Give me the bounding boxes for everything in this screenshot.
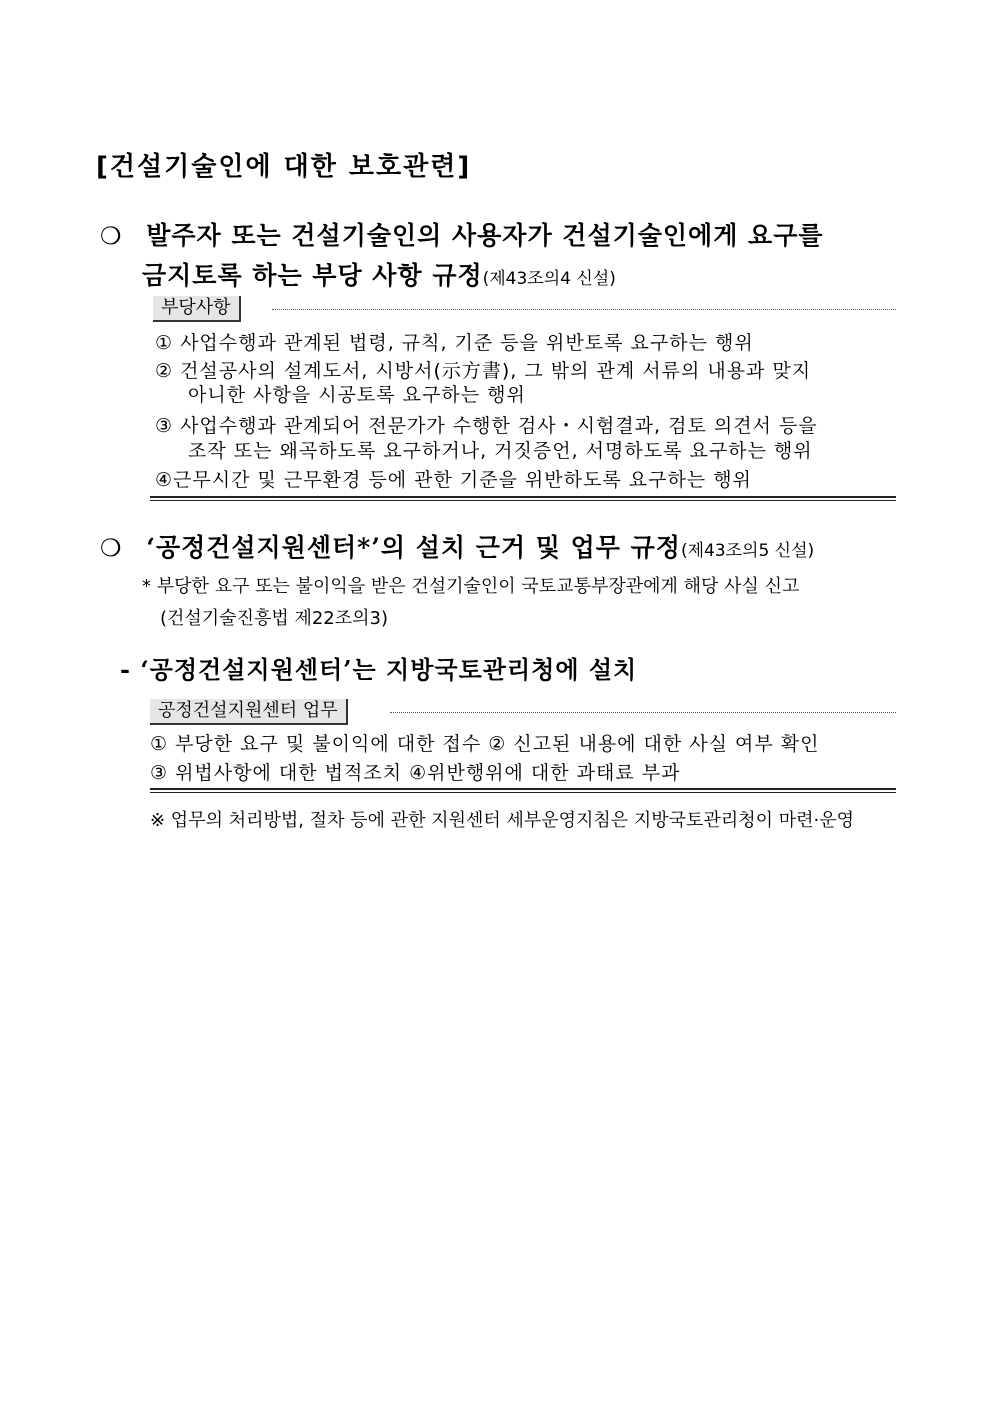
circle-bullet-icon: ❍ <box>100 222 123 250</box>
section1-double-rule <box>150 496 896 501</box>
section2-footnote-2: (건설기술진흥법 제22조의3) <box>160 608 389 629</box>
section2-box-label: 공정건설지원센터 업무 <box>150 699 348 725</box>
section1-heading-line1 <box>100 216 824 252</box>
section1-heading-line2 <box>142 256 616 292</box>
section1-item-3-cont: 조작 또는 왜곡하도록 요구하거나, 거짓증언, 서명하도록 요구하는 행위 <box>188 440 813 462</box>
page-title: [건설기술인에 대한 보호관련] <box>96 152 472 182</box>
section1-item-4: ④근무시간 및 근무환경 등에 관한 기준을 위반하도록 요구하는 행위 <box>155 469 752 491</box>
section1-item-1: ① 사업수행과 관계된 법령, 규칙, 기준 등을 위반토록 요구하는 행위 <box>155 332 754 354</box>
section2-item-1: ① 부당한 요구 및 불이익에 대한 접수 ② 신고된 내용에 대한 사실 여부 확인 <box>150 733 820 755</box>
section1-box-label: 부당사항 <box>153 296 241 322</box>
section2-double-rule <box>150 788 896 793</box>
section2-item-2: ③ 위법사항에 대한 법적조치 ④위반행위에 대한 과태료 부과 <box>150 762 681 784</box>
section2-subheading: - ‘공정건설지원센터’는 지방국토관리청에 설치 <box>120 655 638 684</box>
section1-heading-text2: 금지토록 하는 부당 사항 규정 <box>142 261 483 290</box>
section1-dotted-rule <box>272 309 896 310</box>
section1-item-2-cont: 아니한 사항을 시공토록 요구하는 행위 <box>188 384 526 406</box>
section1-item-3: ③ 사업수행과 관계되어 전문가가 수행한 검사・시험결과, 검토 의견서 등을 <box>155 415 818 437</box>
section2-ref: (제43조의5 신설) <box>680 541 815 561</box>
section1-ref: (제43조의4 신설) <box>482 269 616 289</box>
section2-footnote-1: * 부당한 요구 또는 불이익을 받은 건설기술인이 국토교통부장관에게 해당 사실 신고 <box>142 576 800 597</box>
section1-item-2: ② 건설공사의 설계도서, 시방서(示方書), 그 밖의 관계 서류의 내용과 맞지 <box>155 360 812 382</box>
circle-bullet-icon: ❍ <box>100 534 123 562</box>
section2-note: ※ 업무의 처리방법, 절차 등에 관한 지원센터 세부운영지침은 지방국토관리청이 마련·운영 <box>150 810 854 831</box>
section2-heading <box>100 528 814 564</box>
section1-heading-text: 발주자 또는 건설기술인의 사용자가 건설기술인에게 요구를 <box>146 221 824 250</box>
section2-dotted-rule <box>390 712 896 713</box>
section2-heading-text: ‘공정건설지원센터*’의 설치 근거 및 업무 규정 <box>146 533 681 562</box>
